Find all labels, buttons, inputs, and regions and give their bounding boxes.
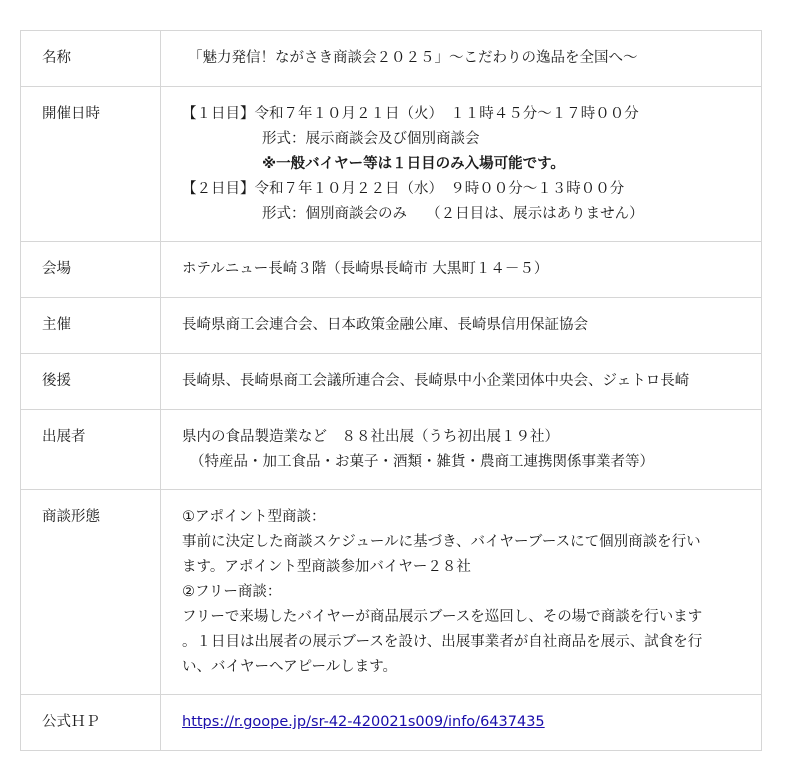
support-label: 後援 (21, 354, 161, 410)
format-line: 事前に決定した商談スケジュールに基づき、バイヤーブースにて個別商談を行い (182, 534, 701, 550)
exhibitors-line-1: 県内の食品製造業など ８８社出展（うち初出展１９社） (182, 429, 559, 445)
row-support (21, 354, 762, 410)
row-website (21, 695, 762, 751)
organizer-label: 主催 (21, 298, 161, 354)
format-line: ます。アポイント型商談参加バイヤー２８社 (182, 559, 471, 575)
website-cell (161, 695, 762, 751)
row-exhibitors (21, 410, 762, 490)
exhibitors-value (161, 410, 762, 490)
row-venue (21, 242, 762, 298)
venue-value: ホテルニュー長崎３階（長崎県長崎市 大黒町１４－５） (161, 242, 762, 298)
format-line: フリーで来場したバイヤーが商品展示ブースを巡回し、その場で商談を行います (182, 609, 703, 625)
format-line: 。１日目は出展者の展示ブースを設け、出展事業者が自社商品を展示、試食を行 (182, 634, 703, 650)
website-label: 公式ＨＰ (21, 695, 161, 751)
day1-note: ※一般バイヤー等は１日目のみ入場可能です。 (262, 156, 565, 172)
exhibitors-label: 出展者 (21, 410, 161, 490)
format-value (161, 490, 762, 695)
format-label: 商談形態 (21, 490, 161, 695)
format-line: い、バイヤーへアピールします。 (182, 659, 398, 675)
event-name-value: 「魅力発信！ながさき商談会２０２５」〜こだわりの逸品を全国へ〜 (161, 31, 762, 87)
format-line: ①アポイント型商談： (182, 509, 326, 525)
exhibitors-line-2: （特産品・加工食品・お菓子・酒類・雑貨・農商工連携関係事業者等） (190, 454, 654, 470)
schedule-value (161, 87, 762, 242)
organizer-value: 長崎県商工会連合会、日本政策金融公庫、長崎県信用保証協会 (161, 298, 762, 354)
day1-format: 形式：展示商談会及び個別商談会 (262, 131, 480, 147)
row-name (21, 31, 762, 87)
website-link[interactable]: https://r.goope.jp/sr-42-420021s009/info/6437435 (182, 714, 545, 730)
name-label: 名称 (21, 31, 161, 87)
row-organizer (21, 298, 762, 354)
schedule-label: 開催日時 (21, 87, 161, 242)
day1-datetime: 【１日目】令和７年１０月２１日（火） １１時４５分〜１７時００分 (182, 106, 639, 122)
day2-format: 形式：個別商談会のみ （２日目は、展示はありません） (262, 206, 644, 222)
row-schedule (21, 87, 762, 242)
day2-datetime: 【２日目】令和７年１０月２２日（水） ９時００分〜１３時００分 (182, 181, 625, 197)
row-format (21, 490, 762, 695)
support-value: 長崎県、長崎県商工会議所連合会、長崎県中小企業団体中央会、ジェトロ長崎 (161, 354, 762, 410)
format-line: ②フリー商談： (182, 584, 282, 600)
venue-label: 会場 (21, 242, 161, 298)
event-info-table (20, 30, 762, 751)
